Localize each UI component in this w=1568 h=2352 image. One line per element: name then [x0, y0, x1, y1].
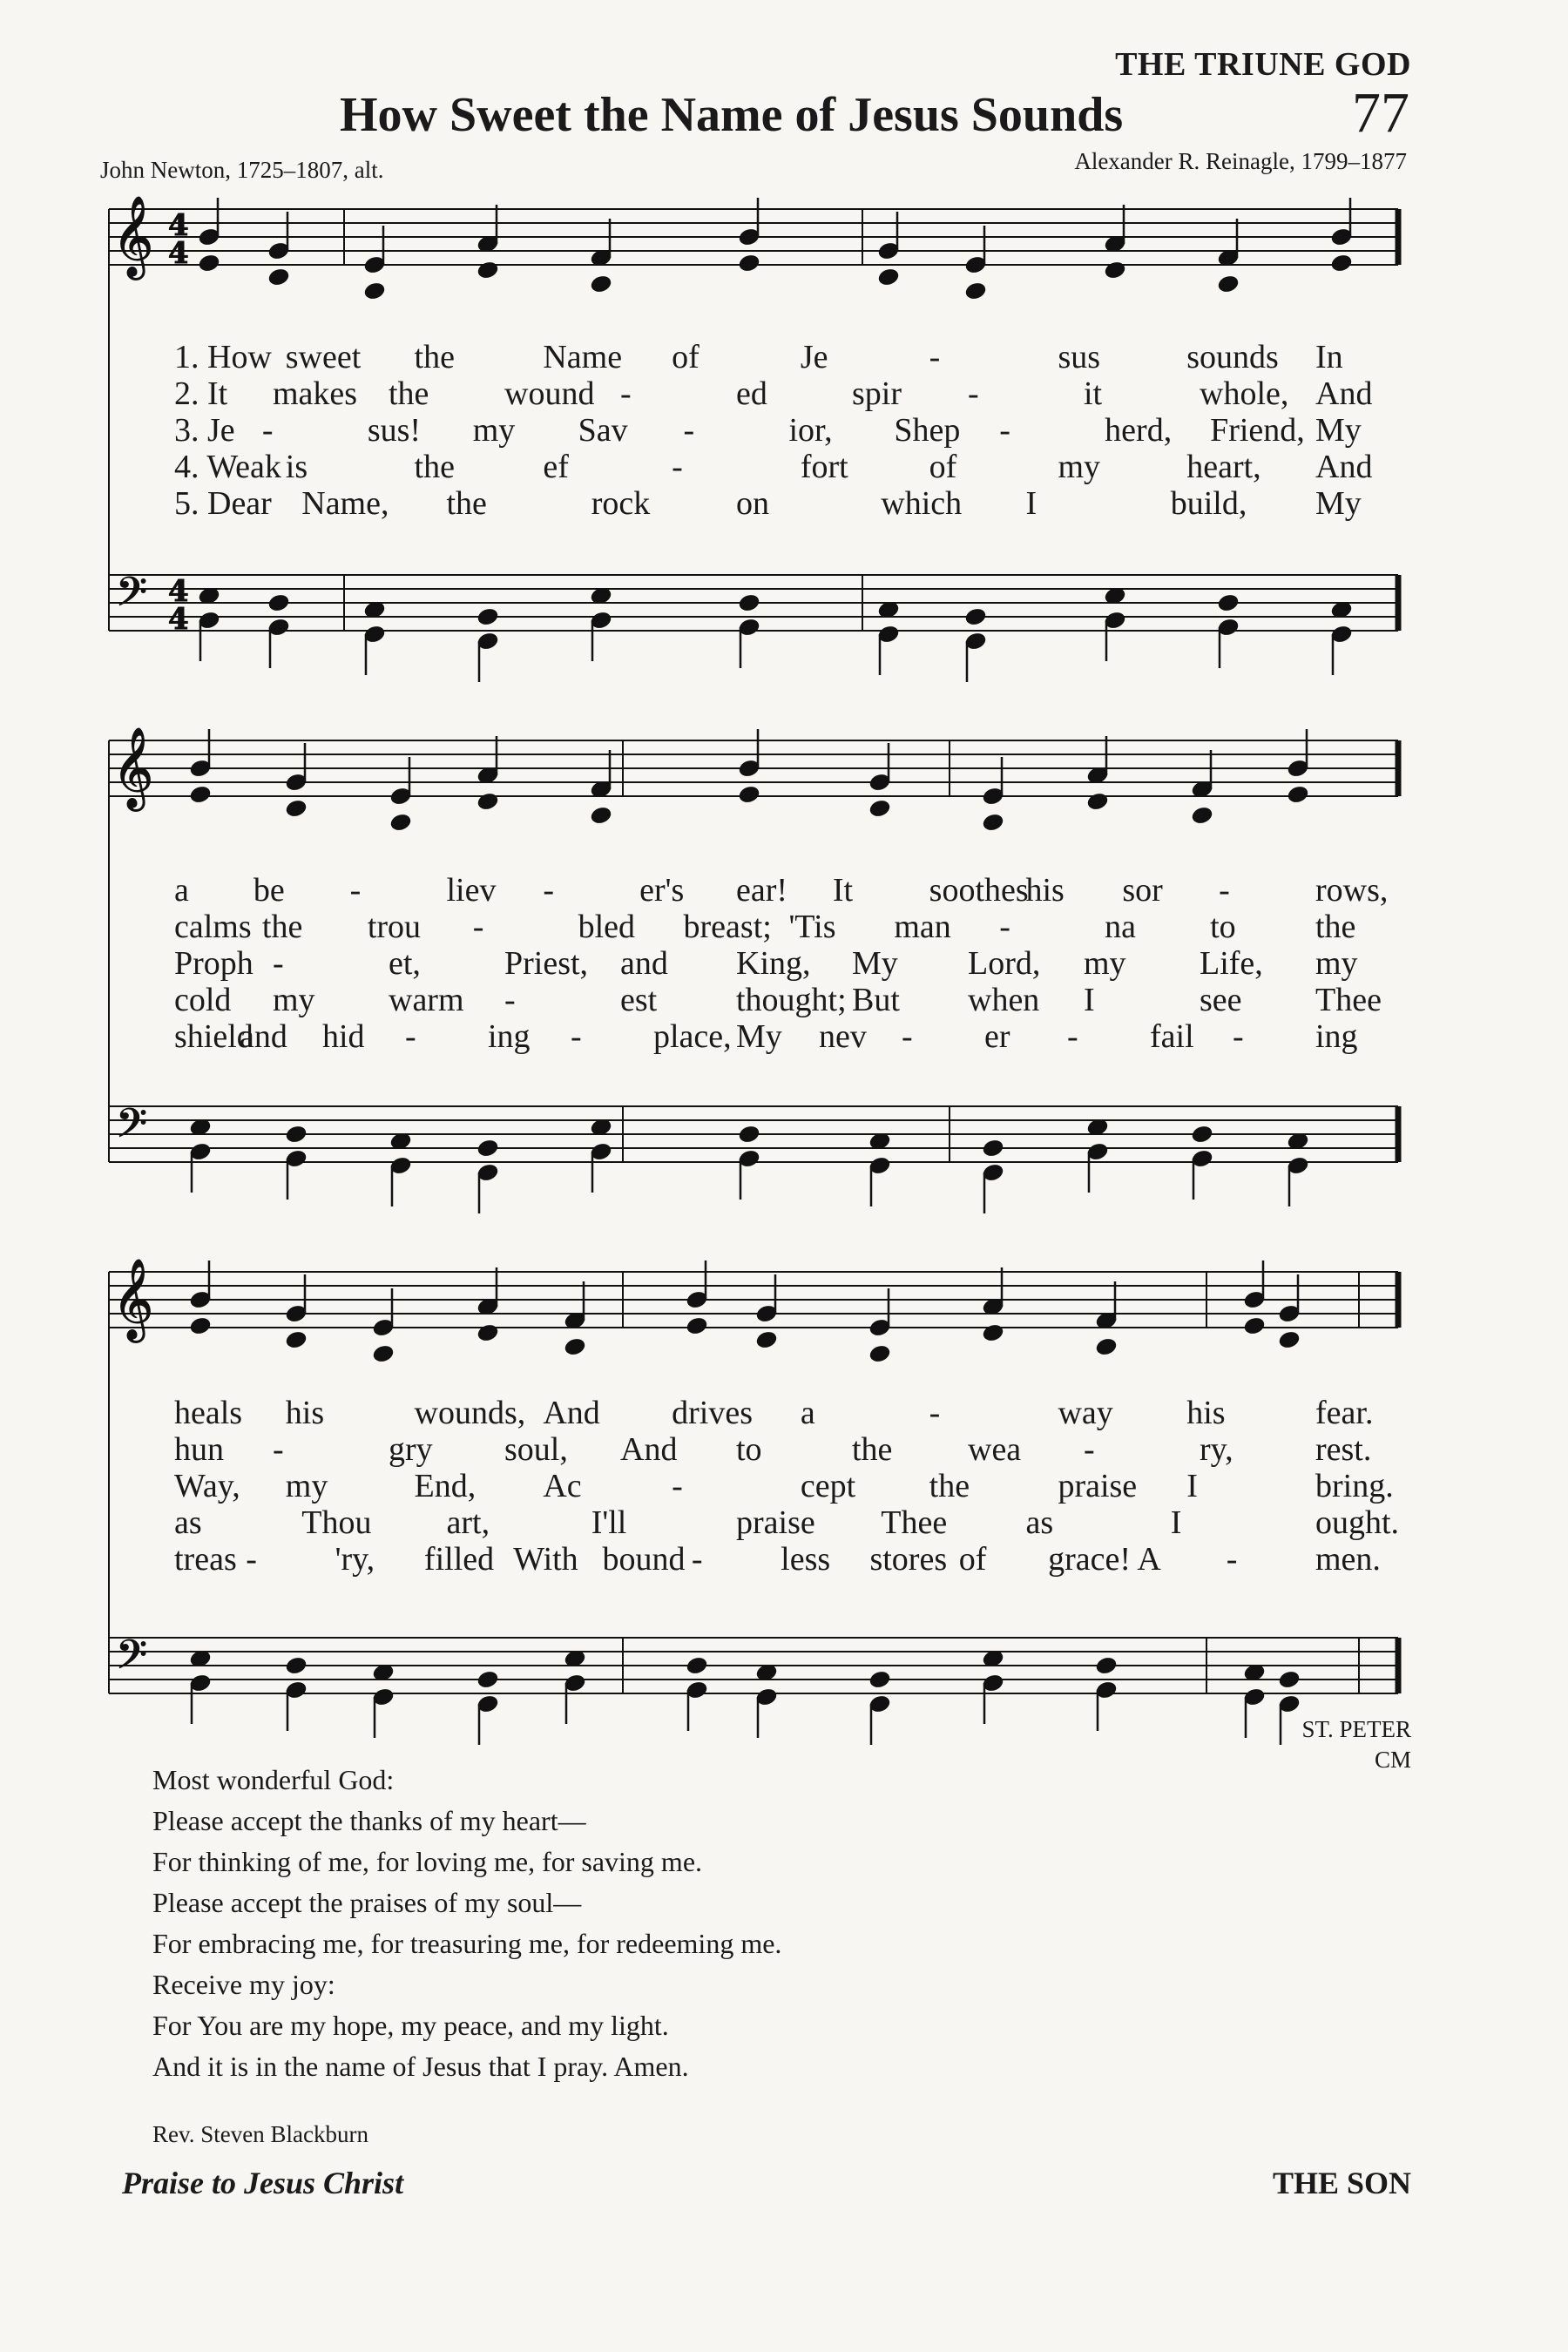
tune-meter: CM: [1374, 1747, 1411, 1773]
lyric-syllable: praise: [736, 1504, 815, 1541]
lyric-syllable: Name: [543, 339, 623, 375]
lyric-syllable: warm: [389, 982, 464, 1018]
alto-note: [877, 267, 900, 287]
prayer-line: Receive my joy:: [152, 1969, 335, 2000]
lyric-syllable: a: [800, 1395, 815, 1431]
lyric-syllable: And: [1315, 449, 1373, 485]
alto-note: [1287, 785, 1309, 805]
lyric-syllable: art,: [446, 1504, 490, 1541]
lyric-syllable: rows,: [1315, 872, 1389, 909]
lyric-syllable: A: [1137, 1541, 1161, 1578]
prayer-line: Most wonderful God:: [152, 1764, 395, 1795]
lyric-syllable: the: [1315, 909, 1356, 945]
lyric-syllable: End,: [414, 1468, 476, 1504]
lyric-syllable: wound: [504, 375, 595, 412]
lyric-syllable: 'ry,: [335, 1541, 375, 1578]
tenor-note: [1278, 1670, 1301, 1690]
treble-clef-icon: 𝄞: [112, 727, 154, 808]
alto-note: [389, 813, 412, 833]
lyric-syllable: sus!: [367, 412, 422, 449]
lyric-syllable: breast;: [683, 909, 772, 945]
lyric-syllable: man: [894, 909, 951, 945]
lyric-syllable: Thou: [301, 1504, 372, 1541]
lyric-syllable: Ac: [543, 1468, 582, 1504]
lyric-syllable: ry,: [1200, 1431, 1233, 1468]
lyric-syllable: ought.: [1315, 1504, 1400, 1541]
hyphen: -: [543, 872, 554, 909]
lyric-syllable: to: [1210, 909, 1236, 945]
alto-note: [982, 1323, 1004, 1343]
treble-clef-icon: 𝄞: [112, 195, 154, 276]
lyric-syllable: bound: [602, 1541, 686, 1578]
hyphen: -: [261, 412, 274, 449]
lyric-syllable: and: [240, 1018, 287, 1055]
lyric-syllable: In: [1315, 339, 1343, 375]
alto-note: [1104, 260, 1126, 280]
tenor-note: [285, 1125, 308, 1145]
lyric-syllable: when: [968, 982, 1040, 1018]
lyric-syllable: sweet: [285, 339, 362, 375]
lyric-syllable: Proph: [174, 945, 253, 982]
alto-note: [590, 274, 612, 294]
time-signature-digit: 4: [168, 574, 189, 609]
alto-note: [590, 806, 612, 826]
lyric-syllable: And: [1315, 375, 1373, 412]
lyric-syllable: spir: [852, 375, 902, 412]
lyric-syllable: Friend,: [1210, 412, 1305, 449]
lyric-syllable: I: [1186, 1468, 1198, 1504]
lyric-syllable: the: [852, 1431, 893, 1468]
lyric-syllable: his: [1025, 872, 1064, 909]
lyric-syllable: 3. Je: [174, 412, 235, 449]
lyric-syllable: fort: [800, 449, 848, 485]
lyric-syllable: the: [929, 1468, 970, 1504]
hyphen: -: [620, 375, 632, 412]
lyric-syllable: herd,: [1105, 412, 1173, 449]
treble-clef-icon: 𝄞: [112, 1258, 154, 1339]
lyric-syllable: Priest,: [504, 945, 589, 982]
tenor-note: [1217, 593, 1240, 613]
bass-clef-icon: 𝄢: [116, 1100, 148, 1157]
lyric-syllable: 2. It: [174, 375, 228, 412]
hyphen: -: [999, 412, 1010, 449]
lyric-syllable: King,: [736, 945, 811, 982]
lyric-syllable: stores: [869, 1541, 948, 1578]
lyric-syllable: wea: [968, 1431, 1022, 1468]
alto-note: [372, 1344, 395, 1364]
lyric-syllable: est: [620, 982, 658, 1018]
alto-note: [1243, 1316, 1266, 1336]
tenor-note: [267, 593, 290, 613]
hymn-number: 77: [1352, 81, 1409, 145]
lyric-syllable: place,: [653, 1018, 732, 1055]
lyric-syllable: But: [852, 982, 900, 1018]
lyric-syllable: hid: [322, 1018, 365, 1055]
hyphen: -: [1233, 1018, 1244, 1055]
lyric-syllable: liev: [446, 872, 497, 909]
lyric-syllable: Je: [800, 339, 828, 375]
lyric-syllable: With: [513, 1541, 578, 1578]
alto-note: [738, 253, 760, 274]
lyric-syllable: rock: [591, 485, 651, 522]
lyric-syllable: treas: [174, 1541, 237, 1578]
lyric-syllable: heals: [174, 1395, 243, 1431]
lyric-syllable: et,: [389, 945, 421, 982]
lyric-syllable: fear.: [1315, 1395, 1374, 1431]
lyric-syllable: hun: [174, 1431, 224, 1468]
hyphen: -: [691, 1541, 703, 1578]
hyphen: -: [902, 1018, 913, 1055]
lyric-syllable: less: [781, 1541, 831, 1578]
tenor-note: [868, 1670, 891, 1690]
lyric-syllable: as: [1025, 1504, 1054, 1541]
lyric-syllable: whole,: [1200, 375, 1289, 412]
alto-note: [198, 253, 220, 274]
lyric-syllable: sus: [1058, 339, 1101, 375]
tenor-note: [285, 1656, 308, 1676]
lyric-syllable: heart,: [1186, 449, 1261, 485]
alto-note: [964, 281, 987, 301]
lyric-syllable: ing: [1315, 1018, 1358, 1055]
lyric-syllable: My: [852, 945, 898, 982]
alto-note: [982, 813, 1004, 833]
lyric-syllable: ior,: [788, 412, 833, 449]
hyphen: -: [1219, 872, 1230, 909]
music-credit: Alexander R. Reinagle, 1799–1877: [1074, 148, 1407, 174]
lyric-syllable: bring.: [1315, 1468, 1394, 1504]
alto-note: [476, 260, 499, 280]
tenor-note: [1095, 1656, 1118, 1676]
alto-note: [564, 1337, 586, 1357]
lyric-syllable: praise: [1058, 1468, 1138, 1504]
lyric-syllable: bled: [578, 909, 636, 945]
hyphen: -: [683, 412, 695, 449]
lyric-syllable: I: [1025, 485, 1037, 522]
lyric-syllable: soul,: [504, 1431, 568, 1468]
lyric-syllable: It: [832, 872, 854, 909]
lyric-syllable: Lord,: [968, 945, 1041, 982]
lyric-syllable: I'll: [591, 1504, 627, 1541]
lyric-syllable: er's: [639, 872, 685, 909]
alto-note: [267, 267, 290, 287]
tenor-note: [476, 1670, 499, 1690]
section-heading: THE TRIUNE GOD: [1115, 46, 1411, 83]
prayer-line: For embracing me, for treasuring me, for redeeming me.: [152, 1928, 782, 1959]
lyric-syllable: which: [881, 485, 963, 522]
lyric-syllable: 1. How: [174, 339, 272, 375]
lyric-syllable: is: [285, 449, 308, 485]
lyric-syllable: er: [984, 1018, 1010, 1055]
lyric-syllable: 4. Weak: [174, 449, 281, 485]
lyric-syllable: of: [958, 1541, 987, 1578]
tenor-note: [686, 1656, 708, 1676]
lyric-syllable: build,: [1170, 485, 1247, 522]
lyric-syllable: the: [414, 339, 455, 375]
lyric-syllable: trou: [367, 909, 422, 945]
lyric-syllable: the: [389, 375, 429, 412]
lyric-syllable: it: [1084, 375, 1103, 412]
lyric-syllable: his: [285, 1395, 325, 1431]
tenor-note: [738, 1125, 760, 1145]
lyric-syllable: of: [929, 449, 957, 485]
alto-note: [476, 1323, 499, 1343]
lyric-syllable: ear!: [736, 872, 788, 909]
lyric-syllable: Way,: [174, 1468, 240, 1504]
lyric-syllable: Thee: [881, 1504, 948, 1541]
hyphen: -: [472, 909, 484, 945]
tenor-note: [476, 1139, 499, 1159]
bass-clef-icon: 𝄢: [116, 1632, 148, 1688]
lyric-syllable: calms: [174, 909, 252, 945]
footer-section: THE SON: [1272, 2166, 1411, 2200]
tune-name: ST. PETER: [1301, 1716, 1411, 1742]
lyric-syllable: a: [174, 872, 189, 909]
lyric-syllable: makes: [273, 375, 358, 412]
alto-note: [755, 1330, 778, 1350]
alto-note: [1086, 792, 1109, 812]
alto-note: [1095, 1337, 1118, 1357]
lyric-syllable: sor: [1122, 872, 1163, 909]
lyric-syllable: na: [1105, 909, 1137, 945]
hyphen: -: [1084, 1431, 1095, 1468]
time-signature-digit: 4: [168, 236, 189, 271]
hyphen: -: [571, 1018, 582, 1055]
lyric-syllable: the: [261, 909, 303, 945]
prayer-line: And it is in the name of Jesus that I pray. Amen.: [152, 2051, 689, 2082]
hyphen: -: [999, 909, 1010, 945]
lyric-syllable: his: [1186, 1395, 1226, 1431]
hymn-title: How Sweet the Name of Jesus Sounds: [340, 88, 1124, 142]
footer-category: Praise to Jesus Christ: [122, 2166, 404, 2200]
lyric-syllable: to: [736, 1431, 762, 1468]
lyric-syllable: rest.: [1315, 1431, 1372, 1468]
alto-note: [868, 799, 891, 819]
alto-note: [189, 785, 212, 805]
lyric-syllable: 5. Dear: [174, 485, 272, 522]
lyric-syllable: way: [1058, 1395, 1113, 1431]
tenor-note: [1191, 1125, 1213, 1145]
alto-note: [686, 1316, 708, 1336]
alto-note: [189, 1316, 212, 1336]
bass-clef-icon: 𝄢: [116, 569, 148, 625]
lyric-syllable: I: [1084, 982, 1095, 1018]
lyric-syllable: ef: [543, 449, 569, 485]
lyric-syllable: my: [273, 982, 315, 1018]
lyric-syllable: cept: [800, 1468, 856, 1504]
alto-note: [363, 281, 386, 301]
lyric-syllable: Name,: [301, 485, 389, 522]
alto-note: [285, 799, 308, 819]
lyric-syllable: on: [736, 485, 769, 522]
prayer-line: Please accept the thanks of my heart—: [152, 1805, 586, 1836]
text-credit: John Newton, 1725–1807, alt.: [100, 157, 384, 183]
hyphen: -: [929, 1395, 941, 1431]
lyric-syllable: My: [1315, 412, 1362, 449]
lyric-syllable: the: [414, 449, 455, 485]
hyphen: -: [1226, 1541, 1238, 1578]
hyphen: -: [405, 1018, 416, 1055]
lyric-syllable: see: [1200, 982, 1242, 1018]
lyric-syllable: soothes: [929, 872, 1029, 909]
prayer-author: Rev. Steven Blackburn: [152, 2121, 368, 2147]
lyric-syllable: my: [1084, 945, 1126, 982]
hyphen: -: [246, 1541, 257, 1578]
alto-note: [1191, 806, 1213, 826]
lyric-syllable: my: [1315, 945, 1358, 982]
prayer-line: For thinking of me, for loving me, for saving me.: [152, 1846, 703, 1877]
lyric-syllable: gry: [389, 1431, 433, 1468]
lyric-syllable: filled: [423, 1541, 495, 1578]
lyric-syllable: my: [1058, 449, 1100, 485]
hyphen: -: [929, 339, 941, 375]
alto-note: [1278, 1330, 1301, 1350]
lyric-syllable: my: [285, 1468, 328, 1504]
lyric-syllable: My: [1315, 485, 1362, 522]
lyric-syllable: sounds: [1186, 339, 1279, 375]
lyric-syllable: grace!: [1048, 1541, 1131, 1578]
tenor-note: [738, 593, 760, 613]
lyric-syllable: cold: [174, 982, 232, 1018]
lyric-syllable: nev: [819, 1018, 867, 1055]
lyric-syllable: My: [736, 1018, 782, 1055]
lyric-syllable: Shep: [894, 412, 961, 449]
tenor-note: [476, 607, 499, 627]
hyphen: -: [273, 945, 284, 982]
hyphen: -: [672, 449, 683, 485]
hyphen: -: [672, 1468, 683, 1504]
lyric-syllable: of: [672, 339, 700, 375]
hyphen: -: [349, 872, 362, 909]
lyric-syllable: And: [543, 1395, 600, 1431]
alto-note: [285, 1330, 308, 1350]
alto-note: [738, 785, 760, 805]
lyric-syllable: my: [472, 412, 516, 449]
time-signature-digit: 4: [168, 208, 189, 243]
lyric-syllable: drives: [672, 1395, 753, 1431]
tenor-note: [964, 607, 987, 627]
lyric-syllable: men.: [1315, 1541, 1381, 1578]
alto-note: [476, 792, 499, 812]
prayer-line: Please accept the praises of my soul—: [152, 1887, 582, 1918]
lyric-syllable: ed: [736, 375, 767, 412]
lyric-syllable: And: [620, 1431, 678, 1468]
hyphen: -: [1067, 1018, 1078, 1055]
lyric-syllable: Life,: [1200, 945, 1263, 982]
lyric-syllable: I: [1170, 1504, 1182, 1541]
time-signature-digit: 4: [168, 602, 189, 637]
hyphen: -: [968, 375, 979, 412]
lyric-syllable: the: [446, 485, 487, 522]
lyric-syllable: shield: [174, 1018, 253, 1055]
alto-note: [1330, 253, 1353, 274]
hyphen: -: [504, 982, 516, 1018]
lyric-syllable: as: [174, 1504, 202, 1541]
lyric-syllable: Sav: [578, 412, 628, 449]
lyric-syllable: Thee: [1315, 982, 1382, 1018]
alto-note: [868, 1344, 891, 1364]
alto-note: [1217, 274, 1240, 294]
prayer-text: [152, 1760, 781, 2087]
lyric-syllable: be: [253, 872, 285, 909]
lyric-syllable: 'Tis: [788, 909, 836, 945]
lyric-syllable: ing: [488, 1018, 531, 1055]
lyric-syllable: thought;: [736, 982, 847, 1018]
lyric-syllable: wounds,: [414, 1395, 526, 1431]
prayer-line: For You are my hope, my peace, and my light.: [152, 2010, 669, 2041]
lyric-syllable: fail: [1150, 1018, 1194, 1055]
hyphen: -: [273, 1431, 284, 1468]
tenor-note: [982, 1139, 1004, 1159]
lyric-syllable: and: [620, 945, 668, 982]
